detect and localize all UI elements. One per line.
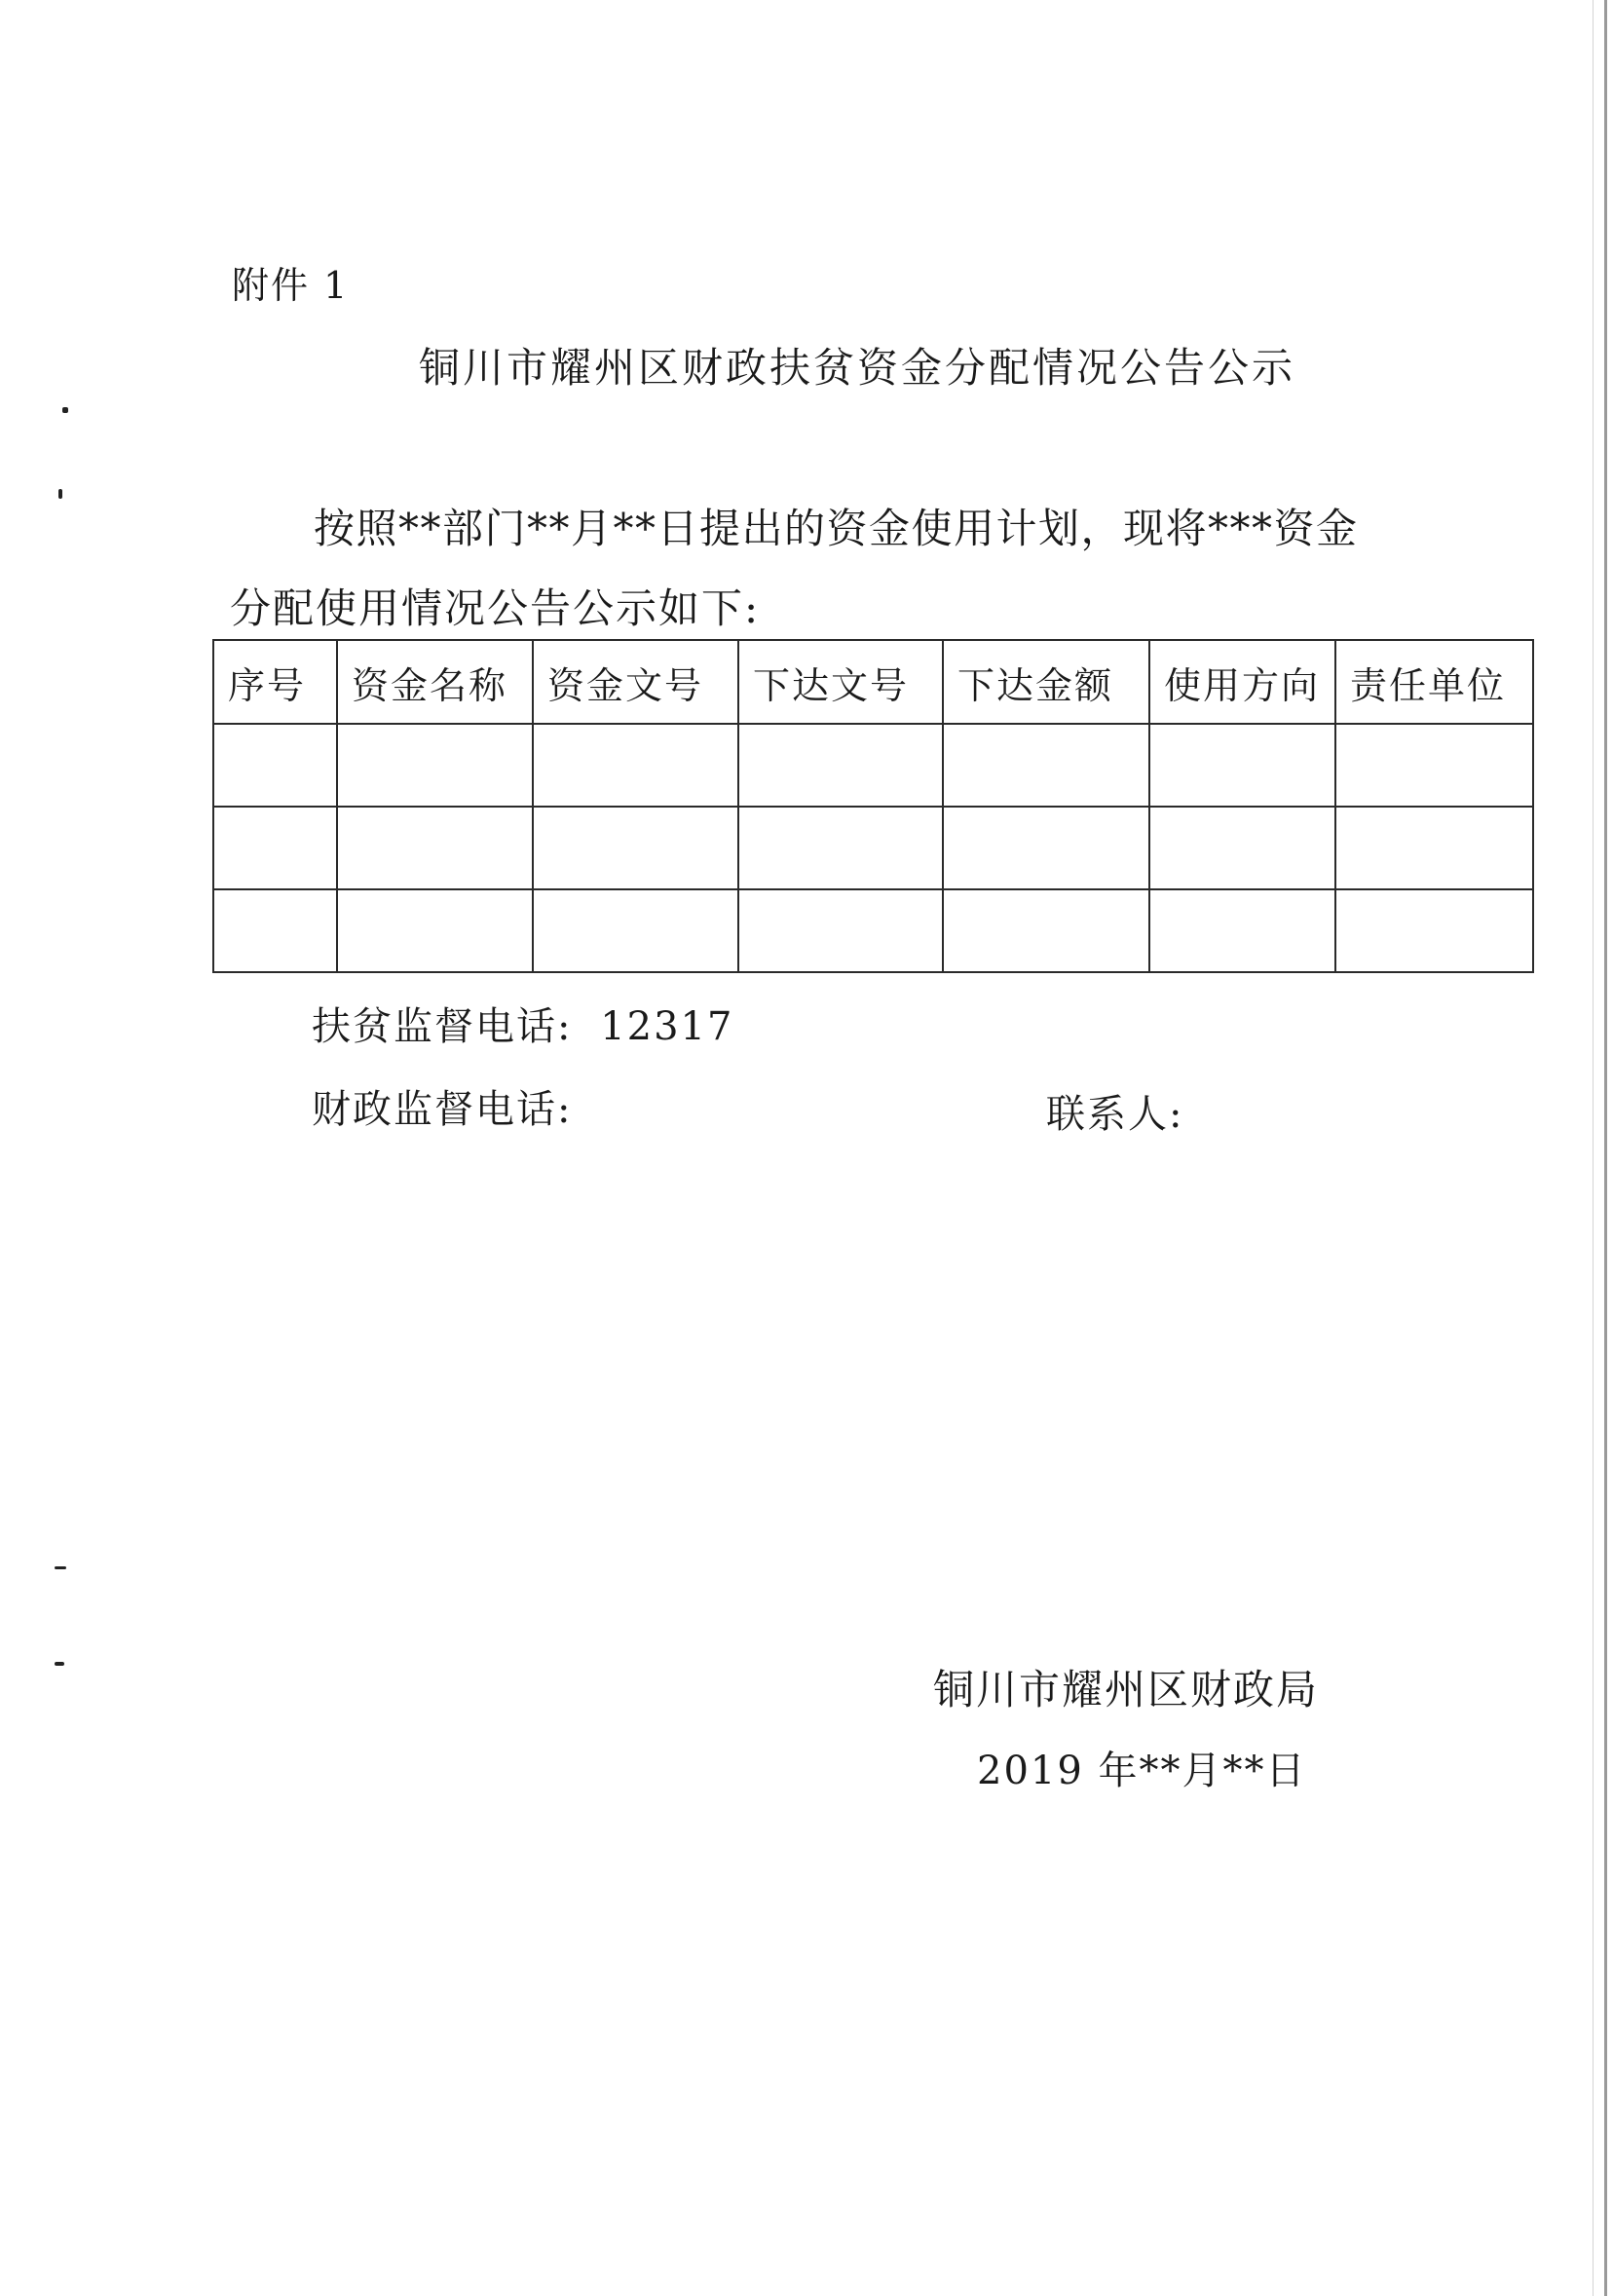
column-header-fund-doc-no: 资金文号 (533, 640, 738, 724)
document-title: 铜川市耀州区财政扶贫资金分配情况公告公示 (419, 344, 1296, 392)
table-cell (738, 807, 943, 889)
scan-speck (62, 407, 68, 413)
table-row (213, 889, 1533, 972)
hotline-label: 扶贫监督电话: (312, 1004, 573, 1049)
table-cell (337, 807, 533, 889)
column-header-serial-no: 序号 (213, 640, 337, 724)
column-header-responsible-unit: 责任单位 (1335, 640, 1533, 724)
table-cell (943, 889, 1149, 972)
finance-supervision-hotline (312, 1078, 572, 1134)
table-cell (533, 724, 738, 807)
table-cell (738, 889, 943, 972)
finance-hotline-label: 财政监督电话: (312, 1087, 573, 1132)
table-cell (533, 807, 738, 889)
table-cell (337, 724, 533, 807)
table-cell (213, 807, 337, 889)
table-cell (738, 724, 943, 807)
table-cell (533, 889, 738, 972)
table-header-row (213, 640, 1533, 724)
table-cell (1149, 807, 1335, 889)
column-header-usage: 使用方向 (1149, 640, 1335, 724)
table-row (213, 724, 1533, 807)
scan-speck (58, 489, 62, 499)
intro-paragraph-line-1: 按照**部门**月**日提出的资金使用计划，现将***资金 (314, 505, 1359, 552)
scan-speck (55, 1566, 66, 1569)
scan-edge-shadow (1604, 0, 1607, 2296)
column-header-issue-amount: 下达金额 (943, 640, 1149, 724)
scan-speck (55, 1662, 64, 1666)
contact-person (1046, 1083, 1183, 1139)
fund-allocation-table (212, 639, 1534, 973)
table-cell (213, 889, 337, 972)
issuing-authority: 铜川市耀州区财政局 (933, 1666, 1320, 1713)
scan-edge-line (1593, 0, 1594, 2296)
table-cell (1149, 724, 1335, 807)
table-cell (337, 889, 533, 972)
hotline-number: 12317 (600, 1004, 734, 1049)
table-cell (943, 724, 1149, 807)
attachment-label: 附件 1 (232, 264, 350, 307)
table-cell (1149, 889, 1335, 972)
poverty-supervision-hotline (312, 996, 733, 1051)
contact-label: 联系人: (1046, 1092, 1184, 1137)
issue-date: 2019 年**月**日 (977, 1749, 1307, 1793)
table-cell (213, 724, 337, 807)
column-header-issue-doc-no: 下达文号 (738, 640, 943, 724)
column-header-fund-name: 资金名称 (337, 640, 533, 724)
table-cell (943, 807, 1149, 889)
table-row (213, 807, 1533, 889)
intro-paragraph-line-2: 分配使用情况公告公示如下: (230, 584, 761, 632)
table-cell (1335, 807, 1533, 889)
table-cell (1335, 724, 1533, 807)
table-cell (1335, 889, 1533, 972)
